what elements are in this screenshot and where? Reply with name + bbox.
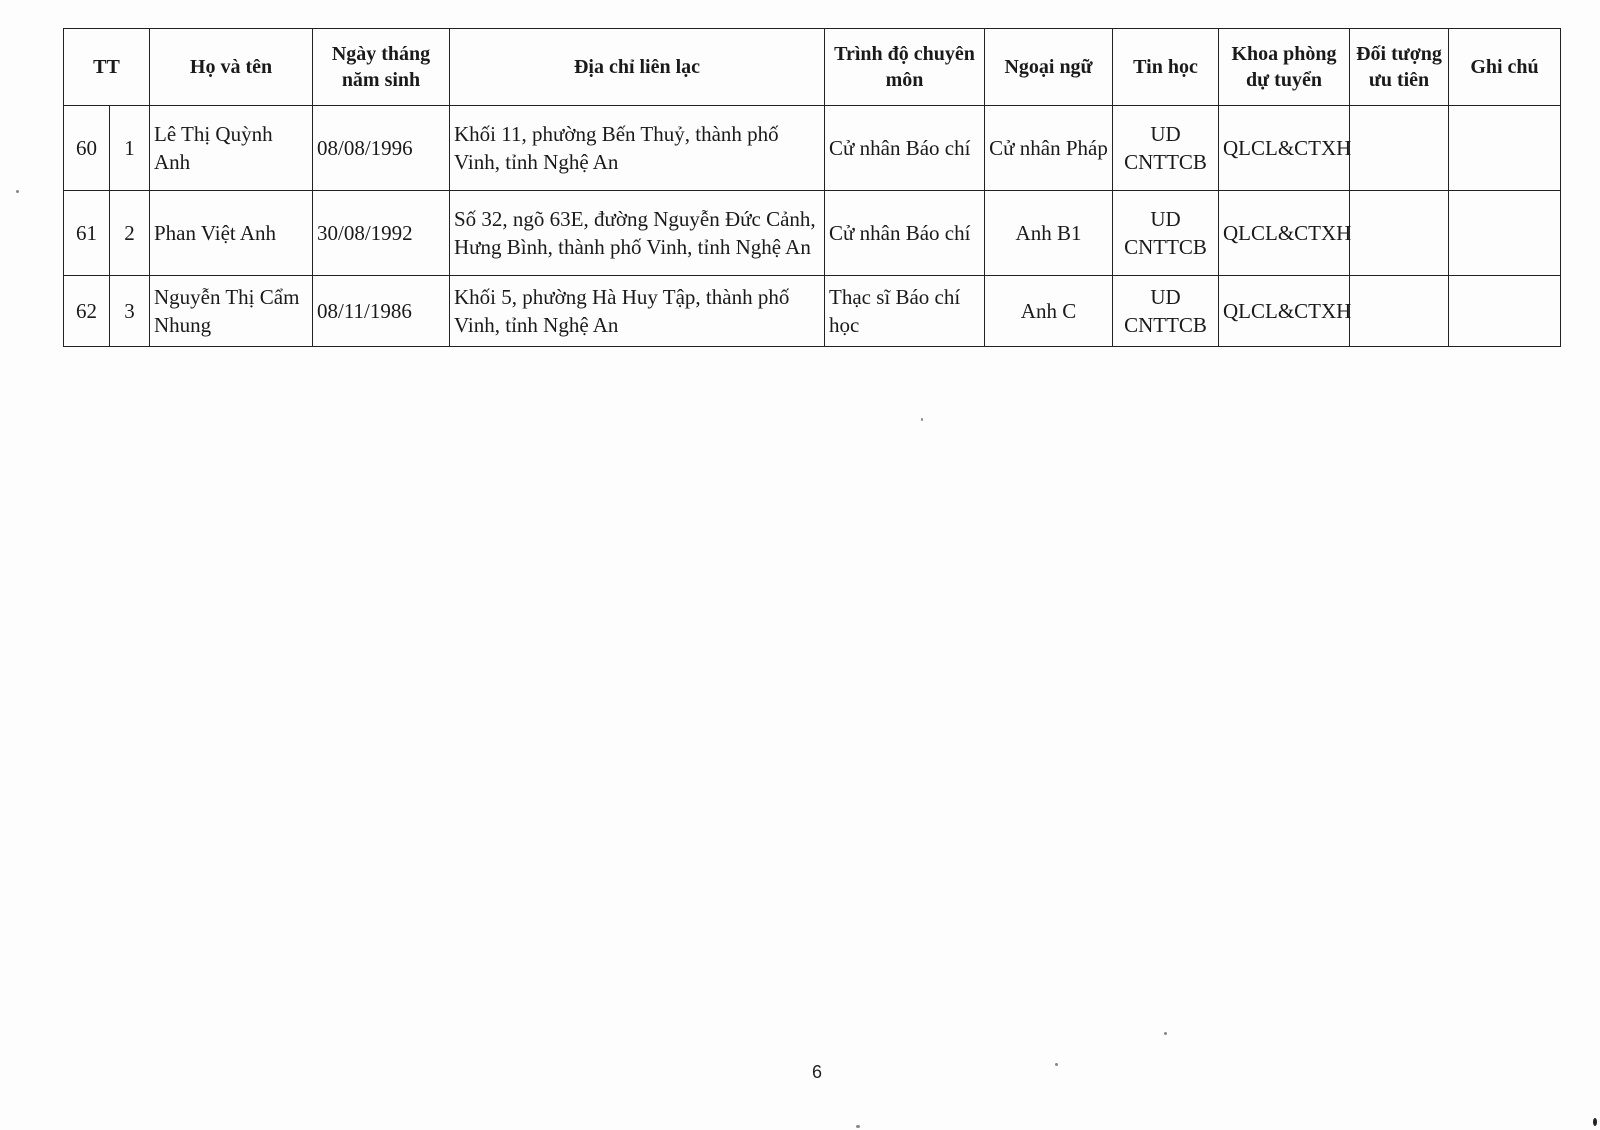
cell-department: QLCL&CTXH	[1219, 191, 1350, 276]
header-language: Ngoại ngữ	[985, 29, 1113, 106]
cell-dob: 08/08/1996	[313, 106, 450, 191]
table-row	[64, 191, 1561, 276]
scan-speck	[1164, 1032, 1167, 1035]
cell-sub-index: 3	[110, 276, 150, 347]
page-number: 6	[812, 1062, 823, 1082]
cell-tt: 62	[64, 276, 110, 347]
cell-it: UD CNTTCB	[1113, 191, 1219, 276]
table-row	[64, 106, 1561, 191]
header-note: Ghi chú	[1449, 29, 1561, 106]
header-dob: Ngày tháng năm sinh	[313, 29, 450, 106]
cell-sub-index: 2	[110, 191, 150, 276]
cell-address: Khối 5, phường Hà Huy Tập, thành phố Vinh, tỉnh Nghệ An	[450, 276, 825, 347]
cell-language: Cử nhân Pháp	[985, 106, 1113, 191]
header-department: Khoa phòng dự tuyển	[1219, 29, 1350, 106]
cell-department: QLCL&CTXH	[1219, 106, 1350, 191]
cell-tt: 60	[64, 106, 110, 191]
cell-it: UD CNTTCB	[1113, 276, 1219, 347]
cell-name: Nguyễn Thị Cẩm Nhung	[150, 276, 313, 347]
cell-language: Anh B1	[985, 191, 1113, 276]
cell-qualification: Cử nhân Báo chí	[825, 191, 985, 276]
cell-priority	[1350, 191, 1449, 276]
cell-note	[1449, 106, 1561, 191]
cell-note	[1449, 276, 1561, 347]
table-row	[64, 276, 1561, 347]
cell-qualification: Cử nhân Báo chí	[825, 106, 985, 191]
scan-speck	[921, 418, 923, 421]
cell-qualification: Thạc sĩ Báo chí học	[825, 276, 985, 347]
cell-address: Khối 11, phường Bến Thuỷ, thành phố Vinh, tỉnh Nghệ An	[450, 106, 825, 191]
cell-department: QLCL&CTXH	[1219, 276, 1350, 347]
cell-dob: 08/11/1986	[313, 276, 450, 347]
cell-sub-index: 1	[110, 106, 150, 191]
cell-dob: 30/08/1992	[313, 191, 450, 276]
cell-note	[1449, 191, 1561, 276]
cell-tt: 61	[64, 191, 110, 276]
candidate-table	[63, 28, 1561, 347]
header-priority: Đối tượng ưu tiên	[1350, 29, 1449, 106]
cell-address: Số 32, ngõ 63E, đường Nguyễn Đức Cảnh, Hưng Bình, thành phố Vinh, tỉnh Nghệ An	[450, 191, 825, 276]
cell-priority	[1350, 276, 1449, 347]
scan-speck	[1593, 1118, 1597, 1126]
scan-speck	[856, 1125, 860, 1128]
cell-name: Lê Thị Quỳnh Anh	[150, 106, 313, 191]
header-it: Tin học	[1113, 29, 1219, 106]
scan-speck	[1055, 1063, 1058, 1066]
cell-language: Anh C	[985, 276, 1113, 347]
cell-it: UD CNTTCB	[1113, 106, 1219, 191]
scan-speck	[16, 190, 19, 193]
header-tt: TT	[64, 29, 150, 106]
cell-priority	[1350, 106, 1449, 191]
cell-name: Phan Việt Anh	[150, 191, 313, 276]
header-address: Địa chỉ liên lạc	[450, 29, 825, 106]
header-name: Họ và tên	[150, 29, 313, 106]
header-qualification: Trình độ chuyên môn	[825, 29, 985, 106]
table-header-row	[64, 29, 1561, 106]
